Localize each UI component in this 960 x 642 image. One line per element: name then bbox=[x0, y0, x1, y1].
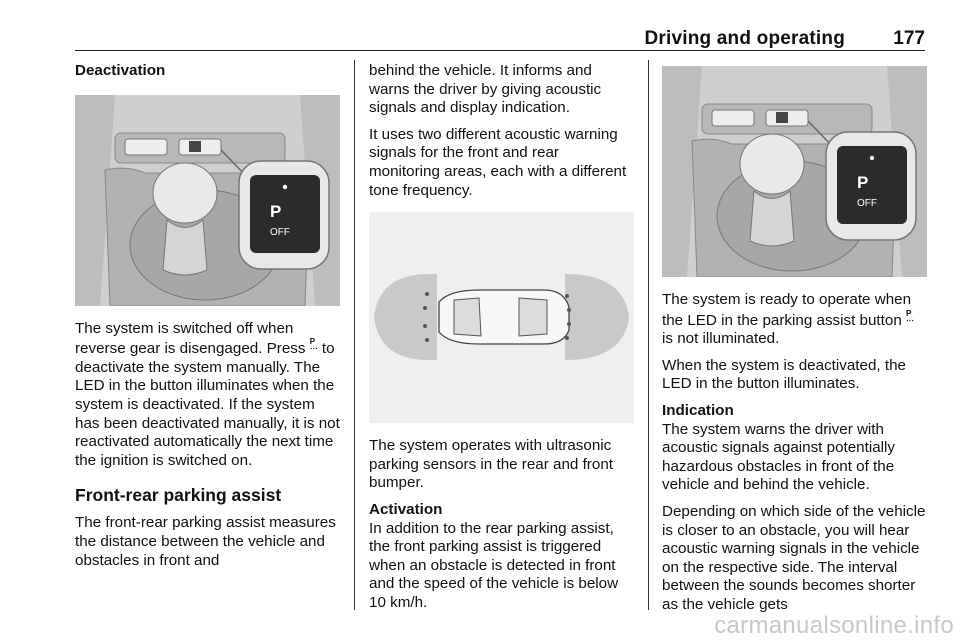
ready-paragraph: The system is ready to operate when the LED in the parking assist button P ⋯ is not illuminated. bbox=[662, 291, 914, 348]
button-off-label-2: OFF bbox=[857, 198, 877, 209]
button-p-label-2: P bbox=[857, 173, 869, 192]
indication-heading: Indication bbox=[662, 401, 734, 419]
console-button-figure-1 bbox=[75, 95, 340, 306]
column-1 bbox=[75, 62, 343, 578]
indication-paragraph-1: The system warns the driver with acoustic signals against potentially hazardous obstacles in front of the vehicle and behind the vehicle. bbox=[662, 420, 896, 494]
activation-paragraph: In addition to the rear parking assist, the front parking assist is triggered when an obstacle is detected in front and the speed of the vehicle is below 10 km/h. bbox=[369, 519, 619, 611]
col2-paragraph-3: The system operates with ultrasonic parking sensors in the rear and front bumper. bbox=[369, 437, 613, 492]
col2-paragraph-2: It uses two different acoustic warning signals for the front and rear monitoring areas, each with a different tone frequency. bbox=[369, 125, 627, 199]
parking-assist-off-icon: P ⋯ bbox=[906, 308, 914, 325]
front-rear-paragraph: The front-rear parking assist measures the distance between the vehicle and obstacles in front and bbox=[75, 514, 336, 569]
column-divider-2 bbox=[648, 60, 649, 610]
section-title: Driving and operating bbox=[644, 28, 845, 49]
page-number: 177 bbox=[893, 28, 925, 49]
deactivation-heading: Deactivation bbox=[75, 62, 166, 79]
watermark: carmanualsonline.info bbox=[714, 612, 954, 639]
console-button-figure-2 bbox=[662, 66, 927, 277]
parking-assist-off-icon: P ⋯ bbox=[309, 337, 318, 354]
page-header bbox=[75, 24, 925, 51]
column-3 bbox=[662, 62, 929, 623]
column-divider-1 bbox=[354, 60, 355, 610]
deactivated-paragraph: When the system is deactivated, the LED in the button illuminates. bbox=[662, 356, 906, 393]
console-illustration-2 bbox=[662, 66, 927, 277]
activation-heading: Activation bbox=[369, 500, 443, 518]
indication-paragraph-2: Depending on which side of the vehicle is closer to an obstacle, you will hear acoustic warning signals in the vehicle on the respective side. The interval between the sounds becomes shorter as the vehicle gets bbox=[662, 502, 926, 613]
sensor-zone-figure bbox=[369, 212, 634, 423]
console-illustration bbox=[75, 95, 340, 306]
car-sensor-illustration bbox=[369, 212, 634, 423]
deactivation-paragraph: The system is switched off when reverse gear is disengaged. Press P ⋯ to deactivate the system manually. The LED in the button illuminates when the system is deactivated. If the system has been deactivated manually, it is not reactivated automatically the next time the ignition is switched on. bbox=[75, 319, 340, 469]
col2-paragraph-1: behind the vehicle. It informs and warns the driver by giving acoustic signals and display indication. bbox=[369, 62, 602, 117]
button-off-label: OFF bbox=[270, 226, 290, 238]
button-p-label: P bbox=[270, 201, 282, 221]
column-2 bbox=[369, 62, 634, 621]
front-rear-heading: Front-rear parking assist bbox=[75, 485, 282, 506]
